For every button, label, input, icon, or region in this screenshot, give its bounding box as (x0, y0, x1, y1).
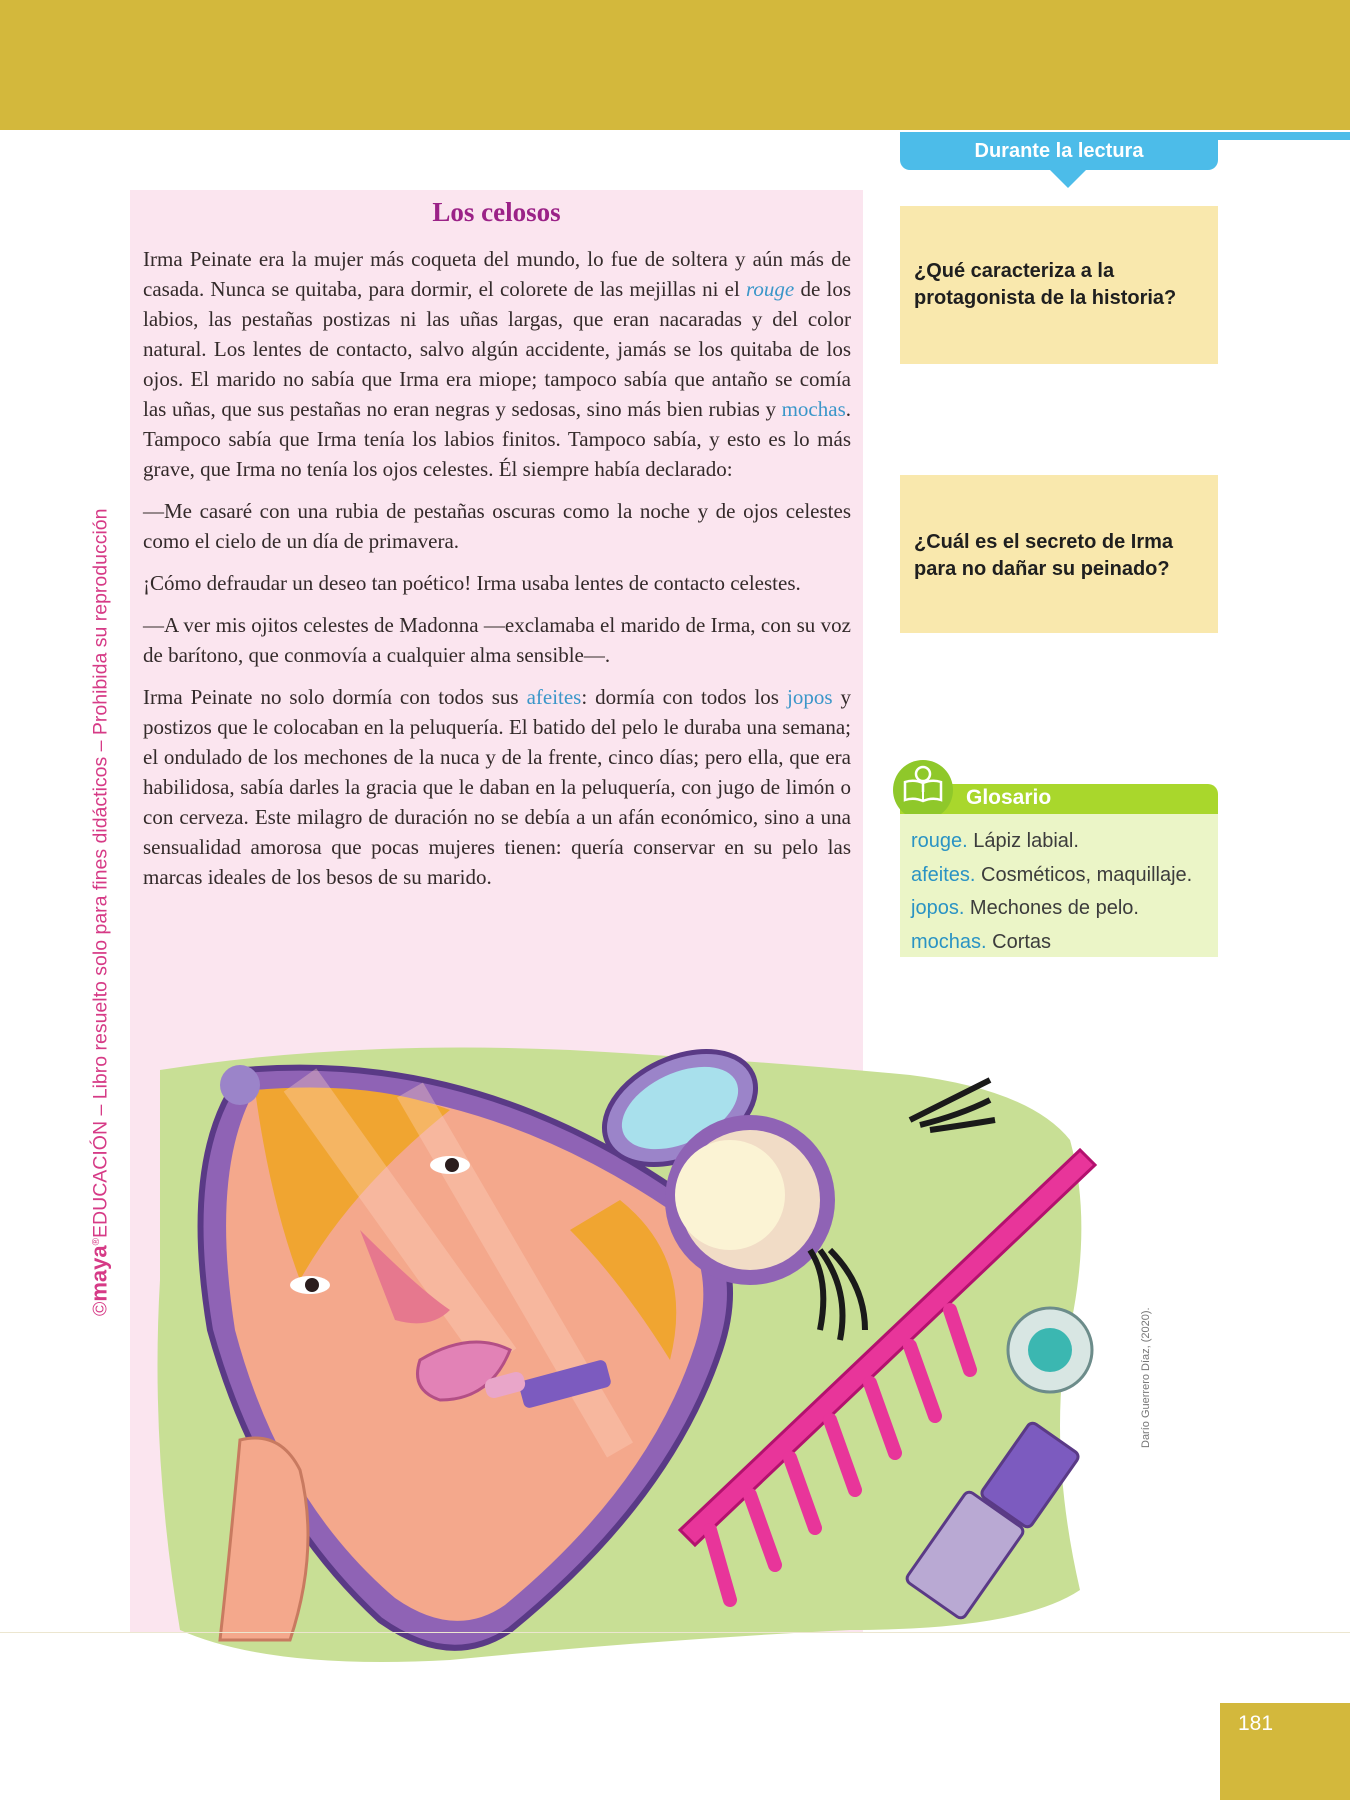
glossary-definition: Lápiz labial. (967, 830, 1079, 852)
glossary-item (911, 825, 1211, 859)
glossary-word-rouge: rouge (746, 277, 795, 301)
glossary-definition: Cortas (986, 930, 1052, 953)
question-box-1: ¿Qué caracteriza a la protagonista de la historia? (900, 206, 1218, 364)
story-title: Los celosos (432, 197, 561, 227)
text-run: . Tampoco sabía que Irma tenía los labios finitos. Tampoco sabía, y esto es lo más grave, que Irma no tenía los ojos celestes. Él siempre había declarado: (143, 397, 851, 481)
glossary-list (911, 825, 1211, 959)
glossary-word-mochas: mochas (781, 397, 846, 421)
banner-strip (1218, 132, 1350, 140)
glossary-term: jopos. (911, 897, 965, 919)
illustration-credit: Darío Guerrero Díaz, (2020). (1140, 1307, 1152, 1448)
glossary-term: mochas. (911, 930, 987, 953)
glossary-title: Glosario (966, 786, 1052, 809)
copyright-text: EDUCACIÓN – Libro resuelto solo para fines didácticos – Prohibida su reproducción (89, 508, 112, 1238)
glossary-item (911, 892, 1211, 926)
glossary-word-jopos: jopos (786, 685, 833, 709)
book-magnifier-icon (893, 760, 953, 820)
glossary-term: rouge. (911, 830, 968, 852)
story-paragraph: ¡Cómo defraudar un deseo tan poético! Irma usaba lentes de contacto celestes. (143, 571, 801, 595)
registered-mark: ® (91, 1237, 102, 1246)
glossary-term: afeites. (911, 863, 976, 886)
copyright-sidebar (80, 476, 114, 1316)
question-box-2: ¿Cuál es el secreto de Irma para no dañar su peinado? (900, 475, 1218, 633)
page-number: 181 (1238, 1712, 1274, 1735)
story-paragraph: —A ver mis ojitos celestes de Madonna —exclamaba el marido de Irma, con su voz de barítono, que conmovía a cualquier alma sensible—. (143, 613, 851, 667)
text-run: y postizos que le colocaban en la peluquería. El batido del pelo le duraba una semana; el ondulado de los mechones de la nuca y de la frente, cinco días; pero ella, que era habilidosa, sabía darles la gracia que le daban en la peluquería, con jugo de limón o con cerveza. Este milagro de duración no se debía a un afán económico, sino a una sensualidad amorosa que pocas mujeres tienen: quería conservar en su pelo las marcas ideales de los besos de su marido. (143, 685, 851, 889)
text-run: Irma Peinate no solo dormía con todos sus (143, 685, 527, 709)
text-run: : dormía con todos los (581, 685, 787, 709)
top-header-band (0, 0, 1350, 130)
story-paragraph (143, 244, 851, 484)
glossary-item (911, 859, 1211, 893)
story-paragraph: —Me casaré con una rubia de pestañas oscuras como la noche y de ojos celestes como el cielo de un día de primavera. (143, 499, 851, 553)
glossary-definition: Cosméticos, maquillaje. (975, 863, 1193, 886)
glossary-item (911, 926, 1211, 960)
story-illustration (150, 1030, 1150, 1670)
glossary-word-afeites: afeites (526, 685, 582, 709)
story-paragraph (143, 682, 851, 892)
banner-pointer (1050, 170, 1086, 188)
glossary-definition: Mechones de pelo. (964, 897, 1139, 919)
section-banner: Durante la lectura (900, 132, 1218, 170)
bottom-rule (0, 1632, 1350, 1633)
story-body (143, 244, 851, 904)
brand-logo: maya (86, 1245, 112, 1302)
copyright-symbol: © (89, 1301, 112, 1316)
text-run: Irma Peinate era la mujer más coqueta del mundo, lo fue de soltera y aún más de casada. Nunca se quitaba, para dormir, el colorete de las mejillas ni el (143, 247, 851, 301)
text-run: de los labios, las pestañas postizas ni las uñas largas, que eran nacaradas y del color natural. Los lentes de contacto, salvo algún accidente, jamás se los quitaba de los ojos. El marido no sabía que Irma era miope; tampoco sabía que antaño se comía las uñas, que sus pestañas no eran negras y sedosas, sino más bien rubias y (143, 277, 851, 421)
